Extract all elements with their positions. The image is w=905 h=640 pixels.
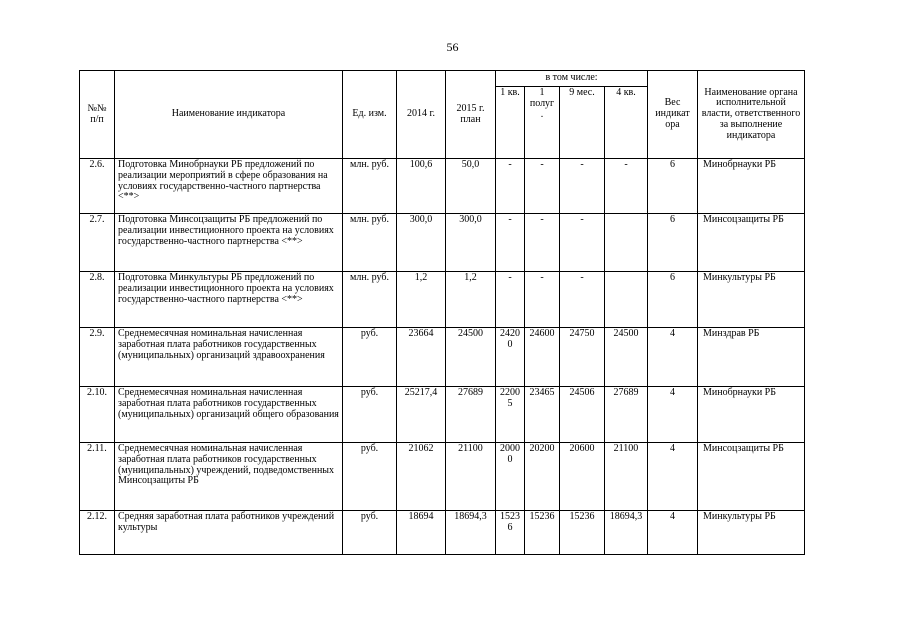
row-q1: - [496,272,525,328]
row-indicator-name: Подготовка Минобрнауки РБ предложений по реализации мероприятий в сфере образования на условиях государственно-частного партнерства <**> [115,159,343,214]
row-2015: 300,0 [446,214,496,272]
row-2015: 1,2 [446,272,496,328]
row-h1: - [525,272,560,328]
row-9m: - [560,214,605,272]
row-authority: Минсоцзащиты РБ [698,443,805,511]
row-9m: 15236 [560,511,605,555]
row-2015: 50,0 [446,159,496,214]
header-name: Наименование индикатора [115,71,343,159]
table-row [80,443,805,511]
row-h1: 15236 [525,511,560,555]
row-2014: 21062 [397,443,446,511]
row-9m: 24750 [560,328,605,387]
page-number: 56 [446,40,459,54]
header-h1: 1 полуг . [525,87,560,159]
row-q4: - [605,159,648,214]
row-2015: 24500 [446,328,496,387]
row-unit: руб. [343,443,397,511]
row-2014: 1,2 [397,272,446,328]
table-row [80,511,805,555]
row-q1: 15236 [496,511,525,555]
row-num: 2.11. [80,443,115,511]
header-authority: Наименование органа исполнительной власти, ответственного за выполнение индикатора [698,71,805,159]
row-2015: 18694,3 [446,511,496,555]
row-weight: 4 [648,443,698,511]
row-q1: - [496,214,525,272]
row-indicator-name: Среднемесячная номинальная начисленная заработная плата работников государственных (муниципальных) учреждений, подведомственных Минсоцзащиты РБ [115,443,343,511]
row-q4: 18694,3 [605,511,648,555]
row-q4 [605,272,648,328]
row-2015: 27689 [446,387,496,443]
table-row [80,328,805,387]
row-unit: руб. [343,511,397,555]
table-row [80,159,805,214]
row-q4: 21100 [605,443,648,511]
row-h1: - [525,214,560,272]
row-2014: 18694 [397,511,446,555]
row-9m: - [560,272,605,328]
header-q4: 4 кв. [605,87,648,159]
row-authority: Минкультуры РБ [698,511,805,555]
row-h1: 23465 [525,387,560,443]
row-num: 2.10. [80,387,115,443]
row-weight: 6 [648,272,698,328]
row-9m: 20600 [560,443,605,511]
header-2014: 2014 г. [397,71,446,159]
row-2014: 100,6 [397,159,446,214]
row-unit: руб. [343,328,397,387]
row-q1: - [496,159,525,214]
header-num: №№ п/п [80,71,115,159]
row-authority: Минкультуры РБ [698,272,805,328]
row-weight: 4 [648,511,698,555]
row-indicator-name: Среднемесячная номинальная начисленная заработная плата работников государственных (муниципальных) организаций общего образования [115,387,343,443]
row-unit: млн. руб. [343,214,397,272]
row-h1: 24600 [525,328,560,387]
row-unit: млн. руб. [343,159,397,214]
header-weight: Вес индикат ора [648,71,698,159]
row-9m: 24506 [560,387,605,443]
row-weight: 6 [648,214,698,272]
header-9m: 9 мес. [560,87,605,159]
row-2014: 23664 [397,328,446,387]
row-num: 2.8. [80,272,115,328]
row-authority: Минздрав РБ [698,328,805,387]
row-weight: 6 [648,159,698,214]
row-2015: 21100 [446,443,496,511]
row-unit: руб. [343,387,397,443]
table-row [80,387,805,443]
row-indicator-name: Среднемесячная номинальная начисленная заработная плата работников государственных (муниципальных) организаций здравоохранения [115,328,343,387]
row-authority: Минобрнауки РБ [698,387,805,443]
row-indicator-name: Подготовка Минсоцзащиты РБ предложений по реализации инвестиционного проекта на условиях государственно-частного партнерства <**> [115,214,343,272]
row-num: 2.12. [80,511,115,555]
row-weight: 4 [648,328,698,387]
row-h1: - [525,159,560,214]
row-indicator-name: Подготовка Минкультуры РБ предложений по реализации инвестиционного проекта на условиях государственно-частного партнерства <**> [115,272,343,328]
row-h1: 20200 [525,443,560,511]
row-q4: 27689 [605,387,648,443]
header-including: в том числе: [496,71,648,87]
row-weight: 4 [648,387,698,443]
row-q1: 24200 [496,328,525,387]
row-9m: - [560,159,605,214]
row-num: 2.9. [80,328,115,387]
row-q4 [605,214,648,272]
row-unit: млн. руб. [343,272,397,328]
row-indicator-name: Средняя заработная плата работников учреждений культуры [115,511,343,555]
row-2014: 300,0 [397,214,446,272]
table-row [80,214,805,272]
row-q1: 22005 [496,387,525,443]
row-authority: Минобрнауки РБ [698,159,805,214]
indicators-table [79,70,805,555]
row-num: 2.7. [80,214,115,272]
header-2015-plan: 2015 г. план [446,71,496,159]
header-q1: 1 кв. [496,87,525,159]
row-q4: 24500 [605,328,648,387]
row-q1: 20000 [496,443,525,511]
row-2014: 25217,4 [397,387,446,443]
row-num: 2.6. [80,159,115,214]
header-unit: Ед. изм. [343,71,397,159]
row-authority: Минсоцзащиты РБ [698,214,805,272]
table-row [80,272,805,328]
